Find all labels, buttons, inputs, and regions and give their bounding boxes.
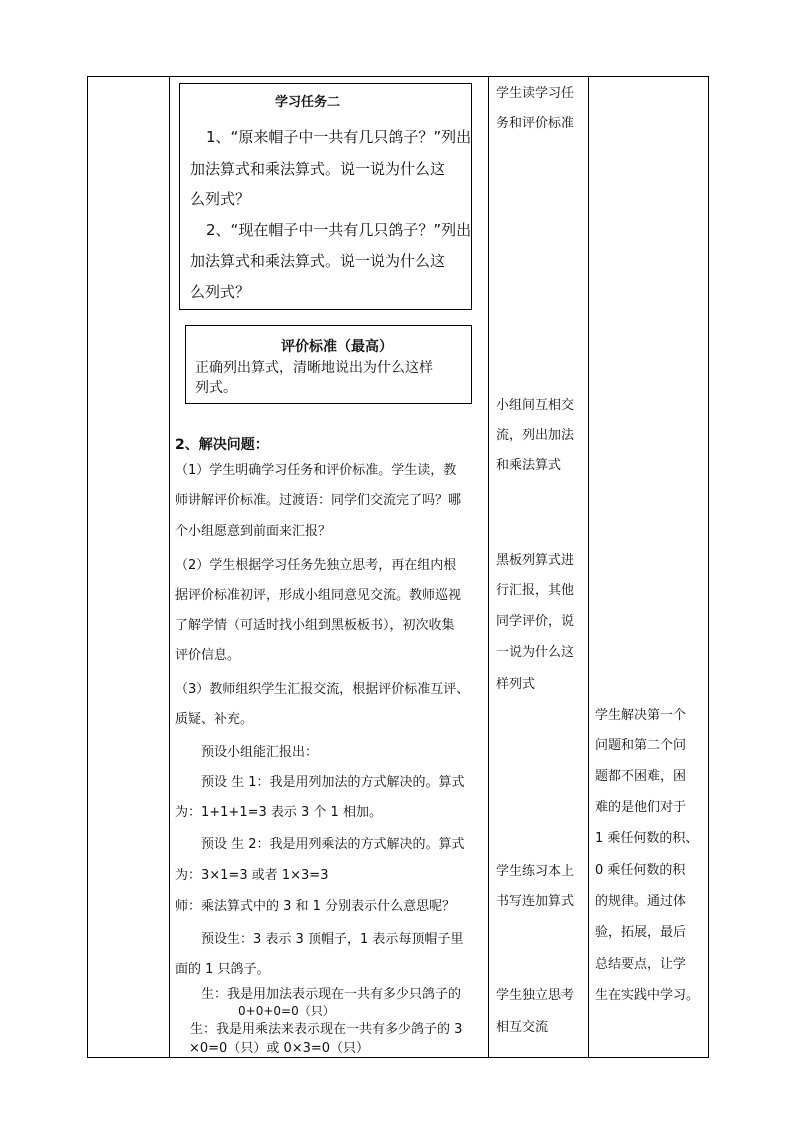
intent-line: 题都不困难，困 [595,769,687,784]
student-activity-line: 务和评价标准 [496,116,575,131]
main-line: 评价信息。 [175,648,241,663]
student-activity-line: 学生练习本上 [496,864,575,879]
student-activity-line: 流，列出加法 [496,428,575,443]
main-line: 生：我是用加法表示现在一共有多少只鸽子的 [201,987,462,1002]
main-line: 预设 生 1：我是用列加法的方式解决的。算式 [201,775,465,790]
student-activity-line: 学生独立思考 [496,988,575,1003]
main-line: （1）学生明确学习任务和评价标准。学生读，教 [175,463,457,478]
task-line: 1、“原来帽子中一共有几只鸽子？”列出 [206,128,472,146]
main-line: 面的 1 只鸽子。 [175,962,270,977]
student-activity-line: 书写连加算式 [496,894,575,909]
table-top-border [87,76,709,77]
main-line: 预设生：3 表示 3 顶帽子，1 表示每顶帽子里 [201,932,464,947]
main-line: 质疑、补充。 [175,712,254,727]
intent-line: 难的是他们对于 [595,800,687,815]
main-line: 预设小组能汇报出： [201,745,319,760]
intent-line: 验，拓展，最后 [595,925,687,940]
student-activity-line: 和乘法算式 [496,458,562,473]
main-line: 师：乘法算式中的 3 和 1 分别表示什么意思呢？ [175,899,456,914]
task-line: 2、“现在帽子中一共有几只鸽子？”列出 [206,221,472,239]
main-line: 个小组愿意到前面来汇报？ [175,524,332,539]
task-box-title: 学习任务二 [275,95,341,110]
section-heading: 2、解决问题： [175,437,269,453]
intent-line: 0 乘任何数的积 [595,863,686,878]
student-activity-line: 样列式 [496,677,536,692]
student-activity-line: 相互交流 [496,1020,549,1035]
student-activity-line: 行汇报，其他 [496,583,575,598]
main-line: ×0=0（只）或 0×3=0（只） [189,1041,370,1056]
criteria-line: 正确列出算式，清晰地说出为什么这样 [195,360,433,376]
intent-line: 生在实践中学习。 [595,988,700,1003]
main-line: 生：我是用乘法来表示现在一共有多少鸽子的 3 [190,1022,463,1037]
table-right-border [708,76,709,1058]
main-line: （2）学生根据学习任务先独立思考，再在组内根 [175,558,457,573]
criteria-line: 列式。 [195,380,237,396]
student-activity-line: 学生读学习任 [496,86,575,101]
main-line: 为：1+1+1=3 表示 3 个 1 相加。 [175,805,382,820]
criteria-box [185,325,472,404]
criteria-title: 评价标准（最高） [281,339,393,355]
table-col-divider-1 [169,76,170,1058]
main-line: 师讲解评价标准。过渡语：同学们交流完了吗？哪 [175,493,462,508]
student-activity-line: 同学评价，说 [496,614,575,629]
task-line: 么列式？ [190,283,251,301]
main-line: 据评价标准初评，形成小组同意见交流。教师巡视 [175,588,462,603]
task-line: 么列式？ [190,190,251,208]
main-line: 0+0+0=0（只） [238,1004,335,1018]
table-left-border [87,76,88,1058]
task-line: 加法算式和乘法算式。说一说为什么这 [190,252,446,270]
intent-line: 总结要点，让学 [595,957,687,972]
intent-line: 1 乘任何数的积、 [595,831,699,846]
table-col-divider-3 [588,76,589,1058]
intent-line: 问题和第二个问 [595,738,687,753]
main-line: 了解学情（可适时找小组到黑板板书），初次收集 [175,618,455,633]
student-activity-line: 一说为什么这 [496,645,575,660]
intent-line: 学生解决第一个 [595,708,687,723]
main-line: 为：3×1=3 或者 1×3=3 [175,868,329,883]
table-bottom-border [87,1057,709,1058]
task-line: 加法算式和乘法算式。说一说为什么这 [190,160,446,178]
table-col-divider-2 [488,76,489,1058]
student-activity-line: 黑板列算式进 [496,553,575,568]
task-box [179,83,472,310]
main-line: （3）教师组织学生汇报交流，根据评价标准互评、 [175,682,470,697]
main-line: 预设 生 2：我是用列乘法的方式解决的。算式 [201,837,465,852]
intent-line: 的规律。通过体 [595,894,687,909]
student-activity-line: 小组间互相交 [496,398,575,413]
